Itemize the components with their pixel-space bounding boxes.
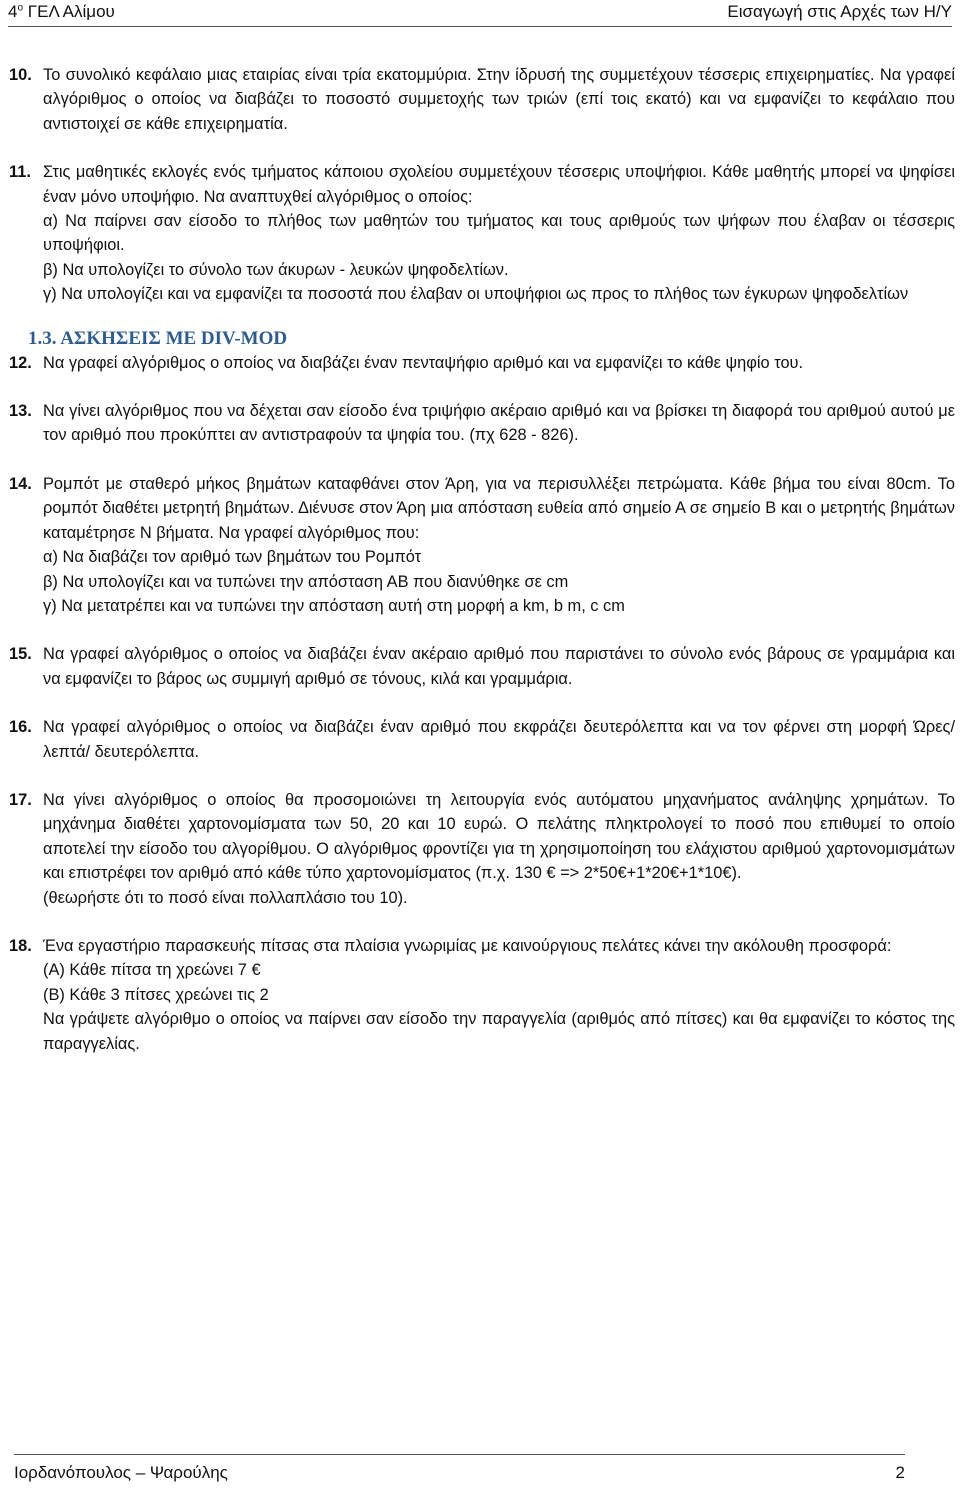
exercise-line: Ρομπότ με σταθερό μήκος βημάτων καταφθάνει στον Άρη, για να περισυλλέξει πετρώματα. Κάθε βήμα του είναι 80cm. Το ρομπότ διαθέτει μετρητή βημάτων. Διένυσε στον Άρη μια απόσταση ευθεία από σημείο Α σε σημείο Β και ο μετρητής βημάτων καταμέτρησε Ν βήματα. Να γραφεί αλγόριθμος που: (43, 474, 955, 542)
exercise-line: Στις μαθητικές εκλογές ενός τμήματος κάποιου σχολείου συμμετέχουν τέσσερις υποψήφιοι. Κάθε μαθητής μπορεί να ψηφίσει έναν μόνο υποψήφιο. Να αναπτυχθεί αλγόριθμος ο οποίος: (43, 163, 955, 206)
course-title: Εισαγωγή στις Αρχές των Η/Υ (727, 2, 952, 21)
exercise-text (43, 63, 955, 136)
exercise-content (9, 63, 955, 1080)
exercise-text (43, 351, 955, 375)
exercise-line: Να γίνει αλγόριθμος ο οποίος θα προσομοιώνει τη λειτουργία ενός αυτόματου μηχανήματος ανάληψης χρημάτων. Το μηχάνημα διαθέτει χαρτονομίσματα των 50, 20 και 10 ευρώ. Ο πελάτης πληκτρολογεί το ποσό που επιθυμεί το οποίο αποτελεί την είσοδο του αλγορίθμου. Ο αλγόριθμος φροντίζει για τη χρησιμοποίηση του ελάχιστου αριθμού χαρτονομισμάτων και επιστρέφει τον αριθμό από κάθε τύπο χαρτονομίσματος (π.χ. 130 € => 2*50€+1*20€+1*10€). (43, 790, 955, 883)
exercise-number: 18. (9, 936, 32, 955)
exercise-text (43, 788, 955, 910)
exercise-line: Ένα εργαστήριο παρασκευής πίτσας στα πλαίσια γνωριμίας με καινούργιους πελάτες κάνει την ακόλουθη προσφορά: (43, 936, 892, 955)
exercise-number: 11. (9, 163, 31, 182)
school-name: $4^o$ ΓΕΛ Αλίμου (8, 2, 115, 21)
exercise-line: α) Να διαβάζει τον αριθμό των βημάτων του Ρομπότ (43, 548, 422, 567)
exercise-item (9, 63, 955, 136)
exercise-line: Να γράψετε αλγόριθμο ο οποίος να παίρνει σαν είσοδο την παραγγελία (αριθμός από πίτσες) και θα εμφανίζει το κόστος της παραγγελίας. (43, 1010, 955, 1053)
exercise-item (9, 934, 955, 1056)
exercise-item (9, 788, 955, 910)
page-number: 2 (895, 1463, 905, 1482)
exercise-text (43, 472, 955, 618)
exercise-text (43, 160, 955, 306)
exercise-item (9, 399, 955, 448)
exercise-line: α) Να παίρνει σαν είσοδο το πλήθος των μαθητών του τμήματος και τους αριθμούς των ψήφων που έλαβαν οι τέσσερις υποψήφιοι. (43, 212, 955, 255)
exercise-text (43, 934, 955, 1056)
exercise-line: Να γραφεί αλγόριθμος ο οποίος να διαβάζει έναν ακέραιο αριθμό που παριστάνει το σύνολο ενός βάρους σε γραμμάρια και να εμφανίζει το βάρος ως συμμιγή αριθμό σε τόνους, κιλά και γραμμάρια. (43, 645, 955, 688)
exercise-item (9, 472, 955, 618)
exercise-line: Το συνολικό κεφάλαιο μιας εταιρίας είναι τρία εκατομμύρια. Στην ίδρυσή της συμμετέχουν τέσσερις επιχειρηματίες. Να γραφεί αλγόριθμος ο οποίος να διαβάζει το ποσοστό συμμετοχής των τριών (επί τοις εκατό) και να εμφανίζει το κεφάλαιο που αντιστοιχεί σε κάθε επιχειρηματία. (43, 66, 955, 133)
exercise-text (43, 642, 955, 691)
exercise-item (9, 642, 955, 691)
exercise-line: (θεωρήστε ότι το ποσό είναι πολλαπλάσιο του 10). (43, 888, 408, 907)
exercise-line: (Β) Κάθε 3 πίτσες χρεώνει τις 2 (43, 985, 269, 1004)
exercise-item (9, 715, 955, 764)
exercise-line: Να γίνει αλγόριθμος που να δέχεται σαν είσοδο ένα τριψήφιο ακέραιο αριθμό και να βρίσκει τη διαφορά του αριθμού αυτού με τον αριθμό που προκύπτει αν αντιστραφούν τα ψηφία του. (πχ 628 - 826). (43, 402, 955, 445)
exercise-number: 12. (9, 353, 32, 372)
exercise-number: 13. (9, 402, 32, 421)
exercise-number: 10. (9, 66, 32, 84)
exercise-group-b (9, 351, 955, 1056)
exercise-number: 14. (9, 474, 32, 493)
section-title: 1.3. ΑΣΚΗΣΕΙΣ ΜΕ DIV-MOD (28, 327, 288, 349)
authors: Ιορδανόπουλος – Ψαρούλης (14, 1463, 228, 1482)
exercise-item (9, 351, 955, 375)
exercise-line: γ) Να μετατρέπει και να τυπώνει την απόσταση αυτή στη μορφή a km, b m, c cm (43, 596, 625, 615)
exercise-text (43, 399, 955, 448)
exercise-text (43, 715, 955, 764)
page-header (8, 0, 952, 27)
exercise-line: (Α) Κάθε πίτσα τη χρεώνει 7 € (43, 961, 261, 980)
exercise-line: β) Να υπολογίζει το σύνολο των άκυρων - λευκών ψηφοδελτίων. (43, 260, 509, 279)
exercise-item (9, 160, 955, 306)
exercise-line: Να γραφεί αλγόριθμος ο οποίος να διαβάζει έναν πενταψήφιο αριθμό και να εμφανίζει το κάθε ψηφίο του. (43, 353, 804, 372)
exercise-line: β) Να υπολογίζει και να τυπώνει την απόσταση ΑΒ που διανύθηκε σε cm (43, 572, 569, 591)
exercise-line: Να γραφεί αλγόριθμος ο οποίος να διαβάζει έναν αριθμό που εκφράζει δευτερόλεπτα και να τον φέρνει στη μορφή Ώρες/λεπτά/ δευτερόλεπτα. (43, 718, 955, 761)
exercise-number: 15. (9, 645, 32, 664)
page-footer (14, 1454, 905, 1485)
exercise-number: 17. (9, 790, 32, 809)
exercise-group-a (9, 63, 955, 307)
exercise-number: 16. (9, 718, 32, 737)
exercise-line: γ) Να υπολογίζει και να εμφανίζει τα ποσοστά που έλαβαν οι υποψήφιοι ως προς το πλήθος των έγκυρων ψηφοδελτίων (43, 285, 909, 304)
